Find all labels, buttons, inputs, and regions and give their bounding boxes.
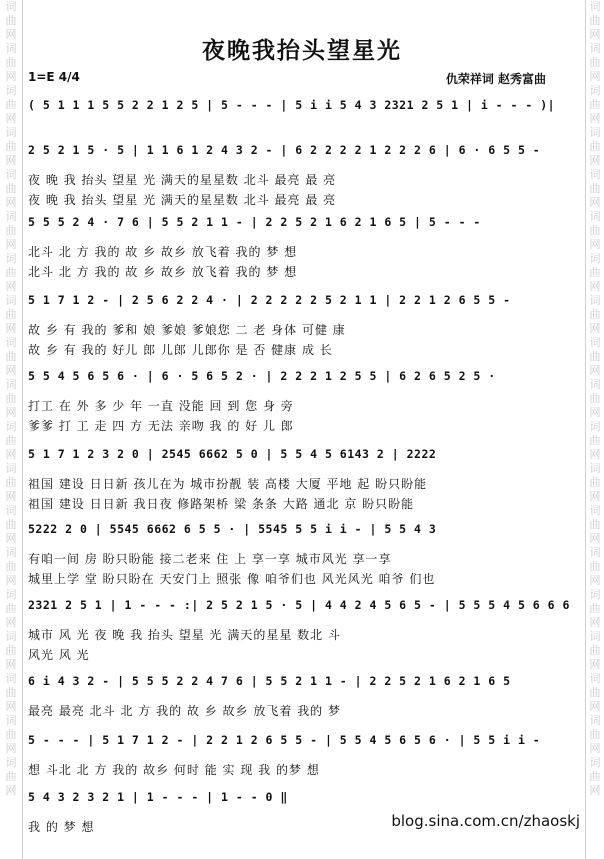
watermark-char: 网	[5, 742, 17, 755]
watermark-char: 词	[5, 126, 17, 139]
watermark-char: 曲	[5, 434, 17, 447]
watermark-char: 曲	[5, 224, 17, 237]
watermark-char: 词	[589, 336, 601, 349]
lyric-line: 想 斗北 北 方 我的 故乡 何时 能 实 现 我 的梦 想	[28, 763, 320, 777]
watermark-char: 网	[5, 364, 17, 377]
lyric-line: 夜 晚 我 抬头 望星 光 满天的星星数 北斗 最亮 最 亮	[28, 193, 337, 207]
watermark-char: 网	[589, 448, 601, 461]
watermark-char: 网	[5, 154, 17, 167]
watermark-char: 网	[589, 616, 601, 629]
watermark-char: 曲	[5, 602, 17, 615]
lyric-line: 城里上学 堂 盼只盼在 天安门上 照张 像 咱爷们也 风光风光 咱爷 们也	[28, 572, 436, 586]
watermark-char: 词	[589, 378, 601, 391]
watermark-char: 曲	[589, 308, 601, 321]
numbered-notation-line: ( 5 1 1 1 5 5 2 2 1 2 5 | 5 - - - | 5 i i 5 4 3 2321 2 5 1 | i - - - )|	[28, 98, 556, 112]
lyric-line: 打工 在 外 多 少 年 一直 没能 回 到 您 身 旁	[28, 399, 294, 413]
watermark-char: 词	[589, 588, 601, 601]
watermark-char: 词	[5, 756, 17, 769]
watermark-char: 曲	[589, 98, 601, 111]
watermark-char: 词	[5, 546, 17, 559]
watermark-char: 词	[5, 210, 17, 223]
watermark-char: 曲	[589, 140, 601, 153]
lyric-line: 爹爹 打 工 走 四 方 无法 亲吻 我 的 好 儿 郎	[28, 419, 294, 433]
lyric-line: 城市 风 光 夜 晚 我 抬头 望星 光 满天的星星 数北 斗	[28, 628, 341, 642]
watermark-char: 网	[5, 322, 17, 335]
watermark-char: 词	[5, 0, 17, 13]
watermark-char: 网	[5, 784, 17, 797]
watermark-char: 网	[589, 238, 601, 251]
watermark-char: 曲	[589, 224, 601, 237]
watermark-char: 网	[589, 280, 601, 293]
watermark-char: 网	[589, 406, 601, 419]
watermark-char: 词	[5, 294, 17, 307]
watermark-char: 网	[5, 406, 17, 419]
watermark-char: 网	[5, 28, 17, 41]
watermark-char: 曲	[5, 644, 17, 657]
watermark-char: 词	[5, 420, 17, 433]
watermark-char: 曲	[5, 476, 17, 489]
watermark-char: 词	[5, 462, 17, 475]
watermark-char: 网	[589, 700, 601, 713]
watermark-char: 词	[589, 294, 601, 307]
watermark-char: 网	[589, 364, 601, 377]
watermark-char: 网	[589, 532, 601, 545]
watermark-char: 网	[5, 616, 17, 629]
watermark-char: 词	[5, 252, 17, 265]
watermark-char: 曲	[589, 602, 601, 615]
lyric-line: 故 乡 有 我的 好儿 郎 儿郎 儿郎你 是 否 健康 成 长	[28, 343, 333, 357]
watermark-char: 词	[5, 630, 17, 643]
watermark-char: 词	[5, 504, 17, 517]
numbered-notation-line: 5222 2 0 | 5545 6662 6 5 5 · | 5545 5 5 i i - | 5 5 4 3	[28, 522, 437, 536]
watermark-char: 曲	[5, 728, 17, 741]
watermark-char: 网	[5, 700, 17, 713]
watermark-char: 曲	[589, 182, 601, 195]
watermark-char: 曲	[589, 686, 601, 699]
watermark-char: 网	[5, 658, 17, 671]
watermark-char: 网	[589, 574, 601, 587]
watermark-char: 曲	[5, 308, 17, 321]
watermark-char: 词	[589, 84, 601, 97]
watermark-char: 网	[5, 490, 17, 503]
blog-url: blog.sina.com.cn/zhaoskj	[391, 812, 580, 830]
watermark-char: 网	[589, 28, 601, 41]
watermark-char: 曲	[589, 560, 601, 573]
watermark-char: 曲	[589, 350, 601, 363]
lyric-line: 我 的 梦 想	[28, 820, 95, 834]
watermark-char: 词	[5, 378, 17, 391]
watermark-char: 网	[589, 490, 601, 503]
watermark-char: 曲	[5, 686, 17, 699]
watermark-char: 曲	[5, 770, 17, 783]
lyric-line: 有咱一间 房 盼只盼能 接二老来 住 上 享一享 城市风光 享一享	[28, 552, 392, 566]
watermark-char: 词	[5, 714, 17, 727]
left-border-line	[22, 0, 23, 859]
watermark-char: 词	[589, 42, 601, 55]
watermark-char: 词	[5, 84, 17, 97]
watermark-char: 词	[5, 168, 17, 181]
watermark-char: 网	[5, 70, 17, 83]
numbered-notation-line: 5 5 4 5 6 5 6 · | 6 · 5 6 5 2 · | 2 2 2 1 2 5 5 | 6 2 6 5 2 5 ·	[28, 369, 496, 383]
numbered-notation-line: 2 5 2 1 5 · 5 | 1 1 6 1 2 4 3 2 - | 6 2 2 2 2 1 2 2 2 6 | 6 · 6 5 5 -	[28, 143, 541, 157]
watermark-char: 词	[589, 168, 601, 181]
watermark-char: 网	[5, 532, 17, 545]
watermark-char: 曲	[5, 140, 17, 153]
watermark-char: 网	[5, 196, 17, 209]
numbered-notation-line: 6 i 4 3 2 - | 5 5 5 2 2 4 7 6 | 5 5 2 1 1 - | 2 2 5 2 1 6 2 1 6 5	[28, 674, 511, 688]
watermark-char: 网	[589, 658, 601, 671]
right-border-line	[585, 0, 586, 859]
watermark-char: 曲	[589, 434, 601, 447]
watermark-char: 网	[589, 70, 601, 83]
lyric-line: 最亮 最亮 北斗 北 方 我的 故 乡 故乡 放飞着 我的 梦	[28, 704, 341, 718]
watermark-char: 词	[589, 252, 601, 265]
watermark-char: 曲	[589, 56, 601, 69]
watermark-char: 词	[589, 126, 601, 139]
watermark-char: 网	[5, 112, 17, 125]
lyric-line: 故 乡 有 我的 爹和 娘 爹娘 爹娘您 二 老 身体 可健 康	[28, 323, 346, 337]
watermark-char: 曲	[5, 350, 17, 363]
numbered-notation-line: 2321 2 5 1 | 1 - - - :| 2 5 2 1 5 · 5 | 4 4 2 4 5 6 5 - | 5 5 5 4 5 6 6 6	[28, 598, 570, 612]
lyric-line: 祖国 建设 日日新 孩儿在为 城市扮靓 装 高楼 大厦 平地 起 盼只盼能	[28, 477, 428, 491]
watermark-char: 网	[589, 784, 601, 797]
watermark-char: 网	[589, 196, 601, 209]
watermark-char: 曲	[589, 14, 601, 27]
watermark-char: 词	[589, 546, 601, 559]
watermark-char: 曲	[589, 770, 601, 783]
lyric-line: 北斗 北 方 我的 故 乡 故乡 放飞着 我的 梦 想	[28, 265, 298, 279]
watermark-char: 词	[5, 336, 17, 349]
watermark-char: 网	[589, 112, 601, 125]
numbered-notation-line: 5 - - - | 5 1 7 1 2 - | 2 2 1 2 6 5 5 - | 5 5 4 5 6 5 6 · | 5 5 i i -	[28, 733, 541, 747]
song-title: 夜晚我抬头望星光	[202, 37, 402, 64]
watermark-char: 词	[589, 714, 601, 727]
watermark-char: 词	[589, 756, 601, 769]
watermark-right-column	[588, 0, 602, 798]
watermark-char: 词	[589, 420, 601, 433]
watermark-left-column	[4, 0, 18, 798]
watermark-char: 网	[589, 322, 601, 335]
watermark-char: 曲	[589, 644, 601, 657]
watermark-char: 词	[589, 504, 601, 517]
watermark-char: 词	[589, 210, 601, 223]
numbered-notation-line: 5 1 7 1 2 - | 2 5 6 2 2 4 · | 2 2 2 2 2 5 2 1 1 | 2 2 1 2 6 5 5 -	[28, 293, 511, 307]
watermark-char: 曲	[5, 182, 17, 195]
numbered-notation-line: 5 5 5 2 4 · 7 6 | 5 5 2 1 1 - | 2 2 5 2 1 6 2 1 6 5 | 5 - - -	[28, 215, 481, 229]
watermark-char: 词	[5, 672, 17, 685]
watermark-char: 曲	[5, 14, 17, 27]
numbered-notation-line: 5 1 7 1 2 3 2 0 | 2545 6662 5 0 | 5 5 4 5 6143 2 | 2222	[28, 447, 437, 461]
watermark-char: 曲	[5, 392, 17, 405]
watermark-char: 词	[589, 0, 601, 13]
watermark-char: 曲	[589, 392, 601, 405]
watermark-char: 词	[589, 462, 601, 475]
lyric-line: 北斗 北 方 我的 故 乡 故乡 放飞着 我的 梦 想	[28, 245, 298, 259]
watermark-char: 曲	[589, 728, 601, 741]
watermark-char: 曲	[5, 98, 17, 111]
watermark-char: 曲	[5, 560, 17, 573]
watermark-char: 曲	[589, 266, 601, 279]
lyric-line: 祖国 建设 日日新 我日夜 修路架桥 梁 条条 大路 通北 京 盼只盼能	[28, 497, 415, 511]
watermark-char: 词	[5, 42, 17, 55]
watermark-char: 曲	[5, 56, 17, 69]
watermark-char: 词	[5, 588, 17, 601]
lyric-line: 夜 晚 我 抬头 望星 光 满天的星星数 北斗 最亮 最 亮	[28, 173, 337, 187]
watermark-char: 曲	[589, 476, 601, 489]
watermark-char: 曲	[5, 518, 17, 531]
watermark-char: 曲	[589, 518, 601, 531]
watermark-char: 网	[589, 154, 601, 167]
watermark-char: 词	[589, 672, 601, 685]
watermark-char: 词	[589, 630, 601, 643]
numbered-notation-line: 5 4 3 2 3 2 1 | 1 - - - | 1 - - 0 ‖	[28, 790, 288, 804]
watermark-char: 网	[5, 280, 17, 293]
watermark-char: 曲	[5, 266, 17, 279]
key-signature: 1=E 4/4	[28, 70, 80, 84]
lyric-line: 风光 风 光	[28, 648, 90, 662]
watermark-char: 网	[589, 742, 601, 755]
watermark-char: 网	[5, 238, 17, 251]
watermark-char: 网	[5, 574, 17, 587]
credits: 仇荣祥词 赵秀富曲	[445, 72, 546, 86]
watermark-char: 网	[5, 448, 17, 461]
